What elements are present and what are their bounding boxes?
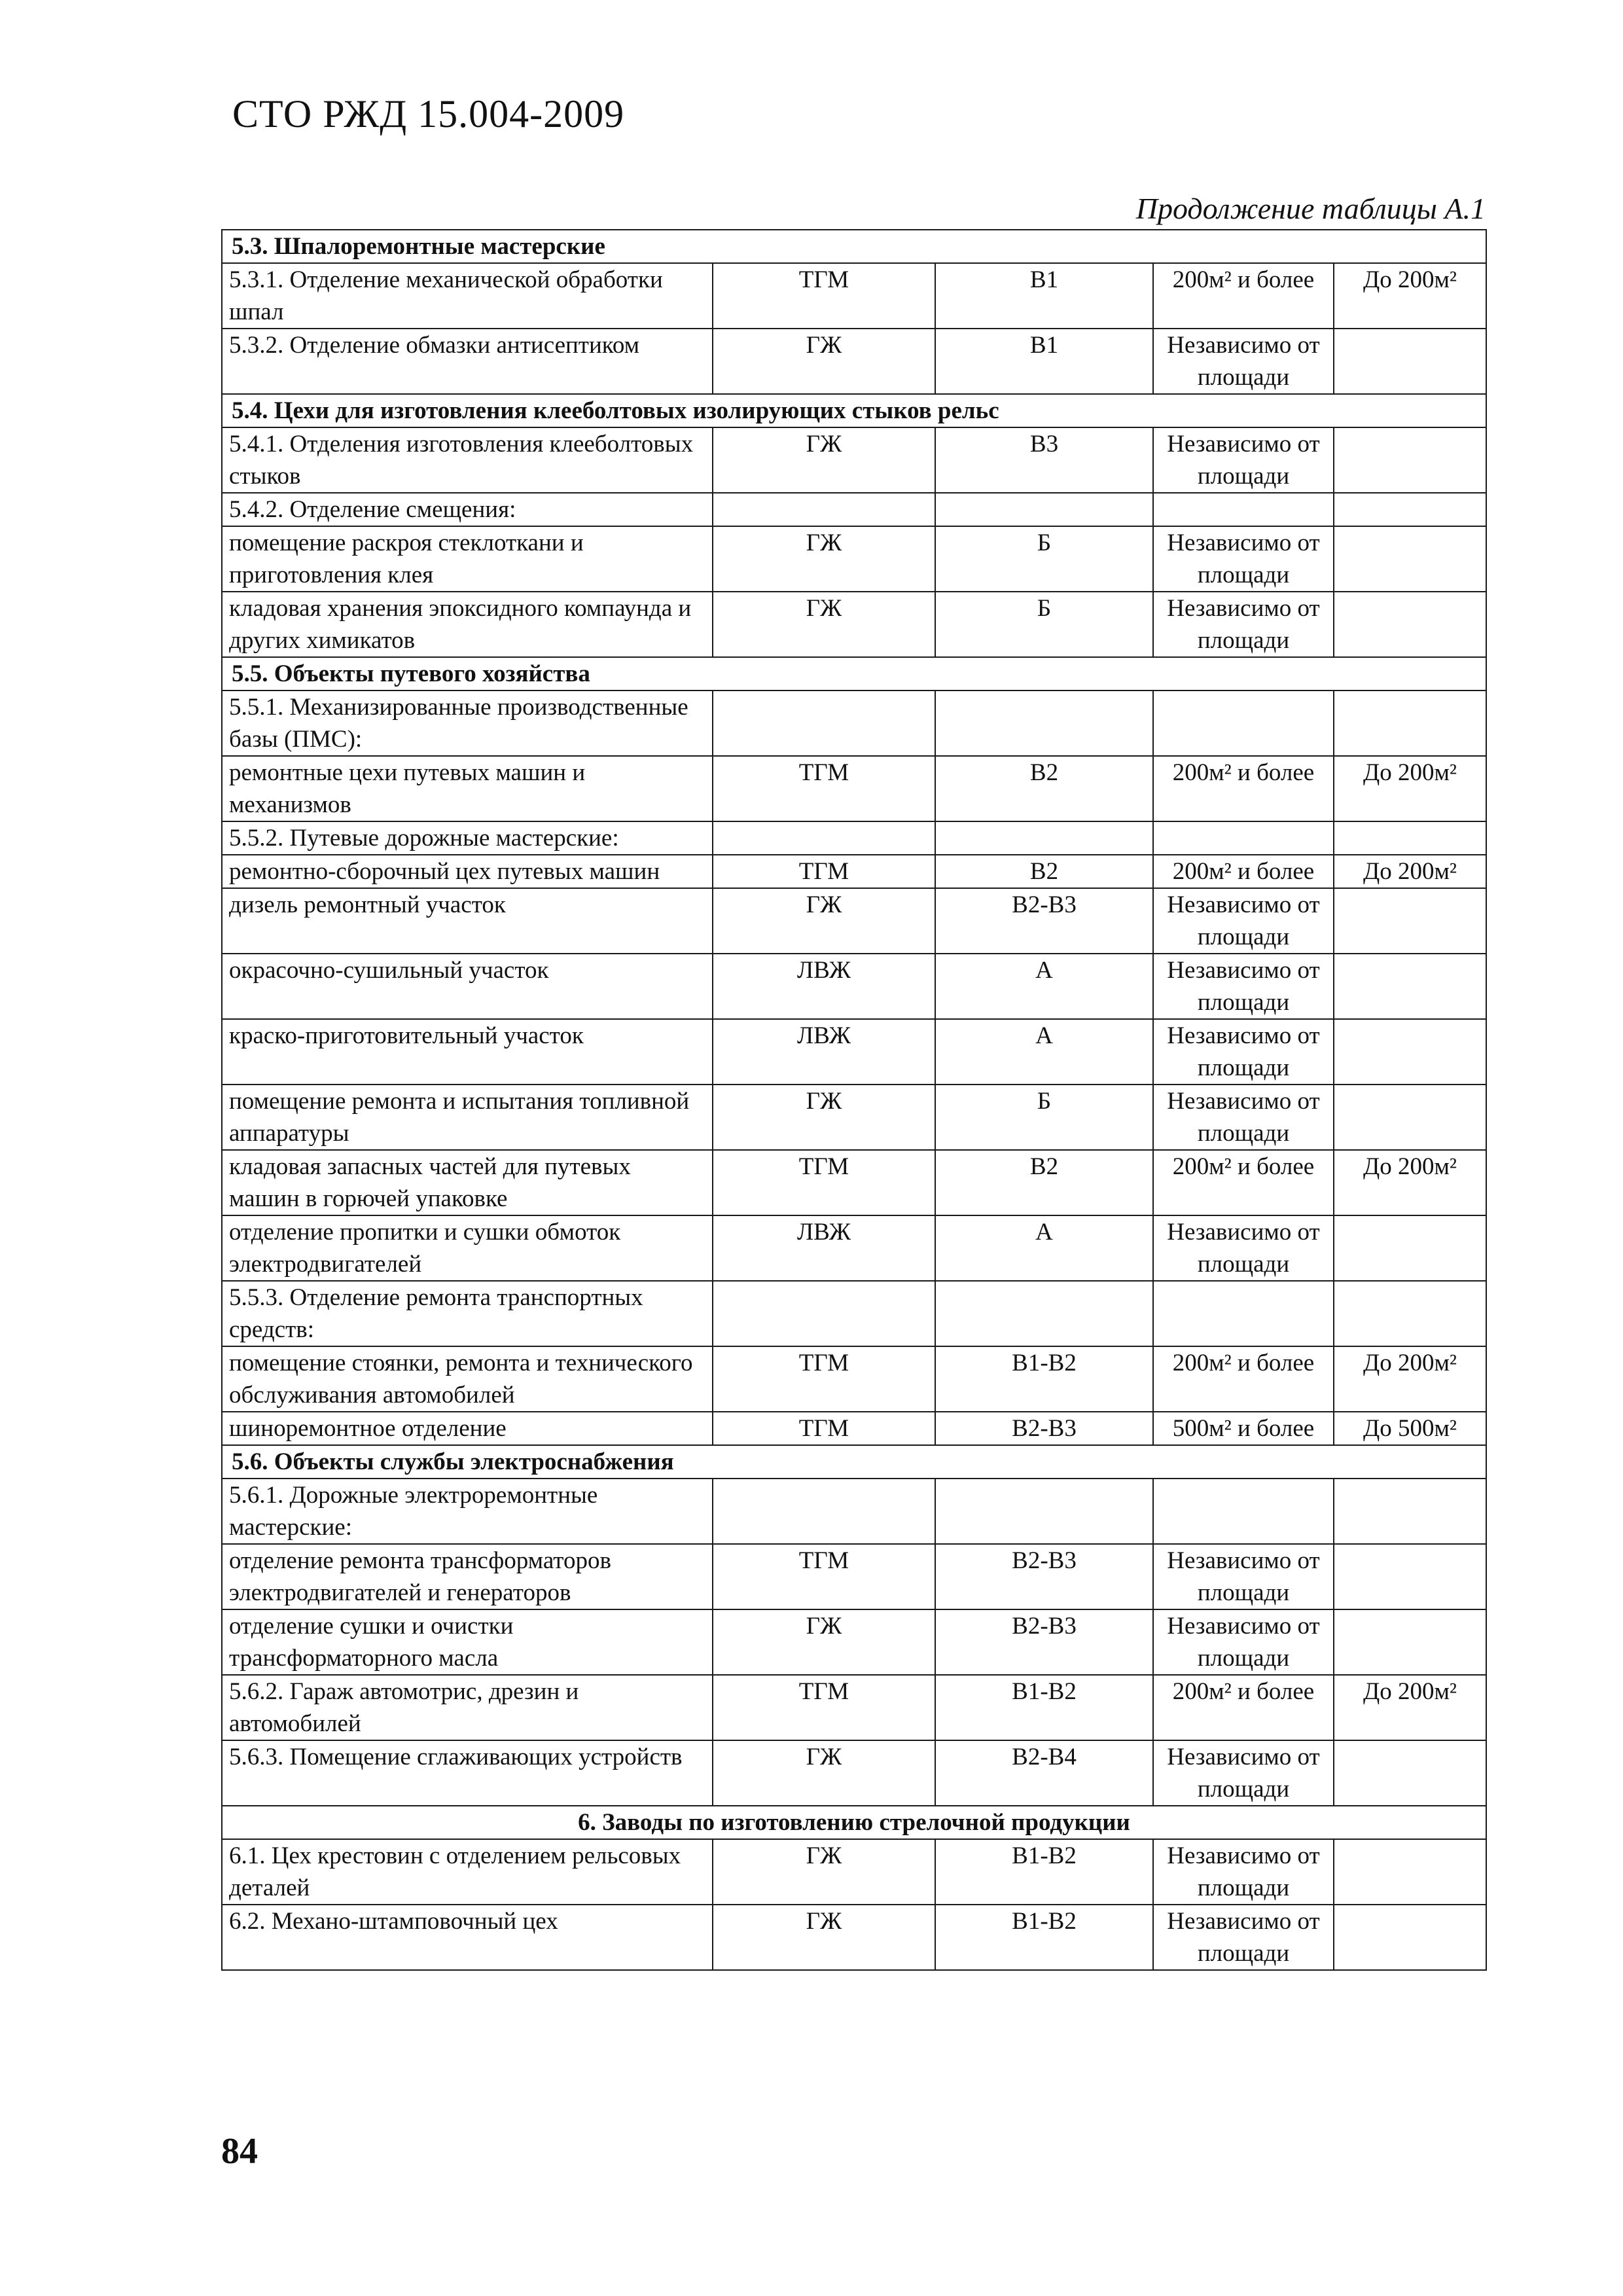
room-name-cell: ремонтные цехи путевых машин и механизмов	[222, 756, 713, 821]
section-title: 5.5. Объекты путевого хозяйства	[222, 657, 1486, 691]
combustible-material-cell	[713, 1281, 935, 1346]
fire-category-table-container	[221, 229, 1486, 1971]
area-condition-cell: Независимо от площади	[1153, 1215, 1334, 1281]
combustible-material-cell: ГЖ	[713, 329, 935, 394]
combustible-material-cell: ТГМ	[713, 1675, 935, 1740]
combustible-material-cell: ГЖ	[713, 1740, 935, 1806]
table-row	[222, 329, 1486, 394]
combustible-material-cell: ГЖ	[713, 427, 935, 493]
table-row	[222, 493, 1486, 526]
small-area-cell	[1334, 691, 1486, 756]
combustible-material-cell: ЛВЖ	[713, 1215, 935, 1281]
table-row	[222, 691, 1486, 756]
table-row	[222, 1905, 1486, 1970]
room-name-cell: помещение раскроя стеклоткани и приготовления клея	[222, 526, 713, 592]
combustible-material-cell	[713, 821, 935, 855]
section-header-row	[222, 230, 1486, 263]
table-row	[222, 1215, 1486, 1281]
room-name-cell: отделение ремонта трансформаторов электродвигателей и генераторов	[222, 1544, 713, 1609]
room-name-cell: отделение пропитки и сушки обмоток электродвигателей	[222, 1215, 713, 1281]
room-name-cell: помещение стоянки, ремонта и технического обслуживания автомобилей	[222, 1346, 713, 1412]
room-name-cell: 6.1. Цех крестовин с отделением рельсовых деталей	[222, 1839, 713, 1905]
small-area-cell	[1334, 1905, 1486, 1970]
section-header-row	[222, 394, 1486, 427]
area-condition-cell: 500м² и более	[1153, 1412, 1334, 1445]
combustible-material-cell: ТГМ	[713, 1346, 935, 1412]
table-row	[222, 954, 1486, 1019]
combustible-material-cell: ГЖ	[713, 526, 935, 592]
area-condition-cell: Независимо от площади	[1153, 1544, 1334, 1609]
small-area-cell	[1334, 1839, 1486, 1905]
combustible-material-cell: ТГМ	[713, 1150, 935, 1215]
small-area-cell: До 500м²	[1334, 1412, 1486, 1445]
combustible-material-cell: ГЖ	[713, 1905, 935, 1970]
fire-category-cell: Б	[935, 1085, 1153, 1150]
small-area-cell: До 200м²	[1334, 1346, 1486, 1412]
room-name-cell: 6.2. Механо-штамповочный цех	[222, 1905, 713, 1970]
area-condition-cell: 200м² и более	[1153, 1675, 1334, 1740]
fire-category-cell	[935, 821, 1153, 855]
table-row	[222, 1544, 1486, 1609]
table-row	[222, 1412, 1486, 1445]
combustible-material-cell: ТГМ	[713, 263, 935, 329]
small-area-cell	[1334, 592, 1486, 657]
table-row	[222, 263, 1486, 329]
small-area-cell	[1334, 427, 1486, 493]
table-row	[222, 1281, 1486, 1346]
room-name-cell: 5.6.3. Помещение сглаживающих устройств	[222, 1740, 713, 1806]
fire-category-cell: В2	[935, 855, 1153, 888]
area-condition-cell: 200м² и более	[1153, 263, 1334, 329]
table-row	[222, 1346, 1486, 1412]
section-header-row	[222, 1445, 1486, 1479]
room-name-cell: окрасочно-сушильный участок	[222, 954, 713, 1019]
combustible-material-cell: ТГМ	[713, 1412, 935, 1445]
fire-category-cell: В2-В3	[935, 888, 1153, 954]
table-row	[222, 1839, 1486, 1905]
area-condition-cell: Независимо от площади	[1153, 1740, 1334, 1806]
area-condition-cell: Независимо от площади	[1153, 1609, 1334, 1675]
small-area-cell	[1334, 1544, 1486, 1609]
table-row	[222, 1479, 1486, 1544]
document-code: СТО РЖД 15.004-2009	[232, 92, 625, 135]
room-name-cell: ремонтно-сборочный цех путевых машин	[222, 855, 713, 888]
table-row	[222, 855, 1486, 888]
room-name-cell: 5.5.1. Механизированные производственные базы (ПМС):	[222, 691, 713, 756]
fire-category-cell: В1	[935, 263, 1153, 329]
small-area-cell	[1334, 1609, 1486, 1675]
area-condition-cell: Независимо от площади	[1153, 888, 1334, 954]
table-body	[222, 230, 1486, 1970]
fire-category-cell: А	[935, 1215, 1153, 1281]
fire-category-cell: В2-В3	[935, 1412, 1153, 1445]
fire-category-cell: В3	[935, 427, 1153, 493]
room-name-cell: 5.4.2. Отделение смещения:	[222, 493, 713, 526]
area-condition-cell: Независимо от площади	[1153, 1905, 1334, 1970]
section-title: 5.3. Шпалоремонтные мастерские	[222, 230, 1486, 263]
table-row	[222, 427, 1486, 493]
area-condition-cell: 200м² и более	[1153, 756, 1334, 821]
small-area-cell	[1334, 1479, 1486, 1544]
table-row	[222, 1150, 1486, 1215]
section-header-row	[222, 657, 1486, 691]
table-row	[222, 756, 1486, 821]
combustible-material-cell: ГЖ	[713, 1839, 935, 1905]
room-name-cell: 5.5.3. Отделение ремонта транспортных средств:	[222, 1281, 713, 1346]
fire-category-cell: В2-В4	[935, 1740, 1153, 1806]
fire-category-cell: В1	[935, 329, 1153, 394]
area-condition-cell: Независимо от площади	[1153, 954, 1334, 1019]
page-number: 84	[221, 2131, 258, 2172]
area-condition-cell: Независимо от площади	[1153, 427, 1334, 493]
room-name-cell: 5.6.1. Дорожные электроремонтные мастерские:	[222, 1479, 713, 1544]
combustible-material-cell: ГЖ	[713, 1085, 935, 1150]
section-title: 5.4. Цехи для изготовления клееболтовых изолирующих стыков рельс	[222, 394, 1486, 427]
room-name-cell: 5.3.1. Отделение механической обработки шпал	[222, 263, 713, 329]
combustible-material-cell: ТГМ	[713, 1544, 935, 1609]
small-area-cell	[1334, 1085, 1486, 1150]
fire-category-cell: В1-В2	[935, 1346, 1153, 1412]
area-condition-cell	[1153, 1479, 1334, 1544]
area-condition-cell: Независимо от площади	[1153, 592, 1334, 657]
small-area-cell	[1334, 1215, 1486, 1281]
fire-category-cell	[935, 1479, 1153, 1544]
small-area-cell	[1334, 821, 1486, 855]
area-condition-cell: 200м² и более	[1153, 1150, 1334, 1215]
area-condition-cell: Независимо от площади	[1153, 329, 1334, 394]
area-condition-cell: 200м² и более	[1153, 855, 1334, 888]
room-name-cell: 5.5.2. Путевые дорожные мастерские:	[222, 821, 713, 855]
room-name-cell: помещение ремонта и испытания топливной аппаратуры	[222, 1085, 713, 1150]
fire-category-cell: Б	[935, 526, 1153, 592]
fire-category-cell: В1-В2	[935, 1905, 1153, 1970]
small-area-cell	[1334, 1019, 1486, 1085]
fire-category-cell: А	[935, 954, 1153, 1019]
table-row	[222, 526, 1486, 592]
area-condition-cell: Независимо от площади	[1153, 1085, 1334, 1150]
room-name-cell: 5.6.2. Гараж автомотрис, дрезин и автомобилей	[222, 1675, 713, 1740]
combustible-material-cell	[713, 691, 935, 756]
small-area-cell	[1334, 329, 1486, 394]
table-row	[222, 1085, 1486, 1150]
section-title: 5.6. Объекты службы электроснабжения	[222, 1445, 1486, 1479]
table-row	[222, 821, 1486, 855]
table-row	[222, 592, 1486, 657]
small-area-cell: До 200м²	[1334, 1675, 1486, 1740]
room-name-cell: 5.4.1. Отделения изготовления клееболтовых стыков	[222, 427, 713, 493]
area-condition-cell: 200м² и более	[1153, 1346, 1334, 1412]
small-area-cell: До 200м²	[1334, 756, 1486, 821]
small-area-cell: До 200м²	[1334, 1150, 1486, 1215]
combustible-material-cell: ТГМ	[713, 756, 935, 821]
fire-category-table	[221, 229, 1487, 1971]
small-area-cell	[1334, 1281, 1486, 1346]
fire-category-cell: А	[935, 1019, 1153, 1085]
small-area-cell	[1334, 493, 1486, 526]
small-area-cell: До 200м²	[1334, 263, 1486, 329]
fire-category-cell: В2	[935, 1150, 1153, 1215]
small-area-cell: До 200м²	[1334, 855, 1486, 888]
combustible-material-cell: ЛВЖ	[713, 954, 935, 1019]
room-name-cell: кладовая хранения эпоксидного компаунда и других химикатов	[222, 592, 713, 657]
area-condition-cell: Независимо от площади	[1153, 526, 1334, 592]
combustible-material-cell: ГЖ	[713, 592, 935, 657]
table-row	[222, 888, 1486, 954]
fire-category-cell: Б	[935, 592, 1153, 657]
combustible-material-cell: ГЖ	[713, 888, 935, 954]
small-area-cell	[1334, 1740, 1486, 1806]
small-area-cell	[1334, 526, 1486, 592]
section-title: 6. Заводы по изготовлению стрелочной продукции	[222, 1806, 1486, 1839]
table-row	[222, 1740, 1486, 1806]
room-name-cell: шиноремонтное отделение	[222, 1412, 713, 1445]
room-name-cell: отделение сушки и очистки трансформаторного масла	[222, 1609, 713, 1675]
fire-category-cell	[935, 1281, 1153, 1346]
fire-category-cell	[935, 691, 1153, 756]
combustible-material-cell	[713, 1479, 935, 1544]
combustible-material-cell	[713, 493, 935, 526]
fire-category-cell: В1-В2	[935, 1839, 1153, 1905]
small-area-cell	[1334, 954, 1486, 1019]
room-name-cell: дизель ремонтный участок	[222, 888, 713, 954]
fire-category-cell: В2	[935, 756, 1153, 821]
fire-category-cell: В2-В3	[935, 1609, 1153, 1675]
combustible-material-cell: ТГМ	[713, 855, 935, 888]
area-condition-cell: Независимо от площади	[1153, 1019, 1334, 1085]
table-row	[222, 1609, 1486, 1675]
area-condition-cell: Независимо от площади	[1153, 1839, 1334, 1905]
combustible-material-cell: ЛВЖ	[713, 1019, 935, 1085]
small-area-cell	[1334, 888, 1486, 954]
fire-category-cell: В1-В2	[935, 1675, 1153, 1740]
area-condition-cell	[1153, 1281, 1334, 1346]
table-row	[222, 1675, 1486, 1740]
table-row	[222, 1019, 1486, 1085]
room-name-cell: 5.3.2. Отделение обмазки антисептиком	[222, 329, 713, 394]
section-header-row	[222, 1806, 1486, 1839]
room-name-cell: кладовая запасных частей для путевых машин в горючей упаковке	[222, 1150, 713, 1215]
area-condition-cell	[1153, 493, 1334, 526]
combustible-material-cell: ГЖ	[713, 1609, 935, 1675]
area-condition-cell	[1153, 821, 1334, 855]
room-name-cell: краско-приготовительный участок	[222, 1019, 713, 1085]
fire-category-cell	[935, 493, 1153, 526]
table-continuation-caption: Продолжение таблицы А.1	[1135, 192, 1486, 225]
area-condition-cell	[1153, 691, 1334, 756]
fire-category-cell: В2-В3	[935, 1544, 1153, 1609]
